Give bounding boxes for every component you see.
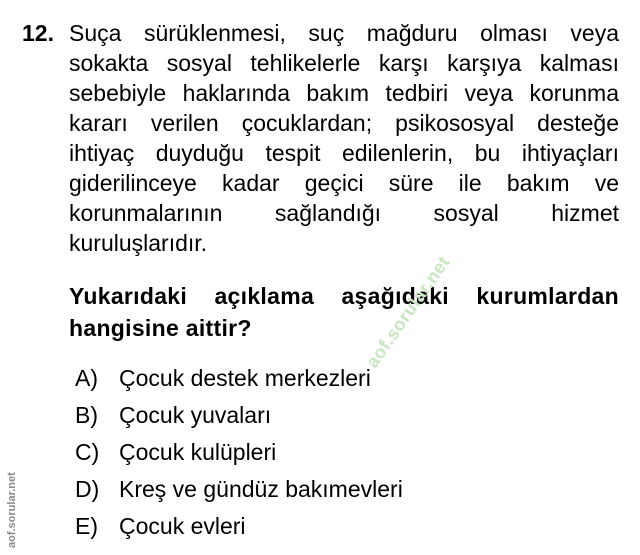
option-d[interactable]	[75, 471, 403, 508]
question-prompt	[69, 280, 619, 344]
question-stem	[69, 18, 619, 258]
option-letter: C)	[75, 439, 100, 465]
option-letter: E)	[75, 513, 98, 539]
option-text: Çocuk evleri	[119, 513, 246, 539]
stem-line: korunmalarının sağlandığı sosyal hizmet	[69, 200, 619, 226]
stem-line: sokakta sosyal tehlikelerle karşı karşıya kalması	[69, 50, 619, 76]
stem-line: kararı verilen çocuklardan; psikososyal desteğe	[69, 110, 619, 136]
option-a[interactable]	[75, 360, 403, 397]
answer-options	[75, 360, 403, 545]
stem-line: giderilinceye kadar geçici süre ile bakım ve	[69, 170, 619, 196]
watermark-side: aof.sorular.net	[6, 472, 18, 548]
option-letter: B)	[75, 402, 98, 428]
stem-line: ihtiyaç duyduğu tespit edilenlerin, bu ihtiyaçları	[69, 140, 619, 166]
option-text: Çocuk yuvaları	[119, 402, 272, 428]
option-c[interactable]	[75, 434, 403, 471]
prompt-line: Yukarıdaki açıklama aşağıdaki kurumlardan	[69, 283, 619, 309]
stem-line: kuruluşlarıdır.	[69, 230, 208, 256]
question-number: 12.	[22, 20, 54, 46]
option-text: Kreş ve gündüz bakımevleri	[119, 476, 403, 502]
watermark-diagonal: aof.sorular.net	[362, 252, 454, 372]
option-text: Çocuk destek merkezleri	[119, 365, 371, 391]
stem-line: Suça sürüklenmesi, suç mağduru olması veya	[69, 20, 619, 46]
option-letter: D)	[75, 476, 100, 502]
option-text: Çocuk kulüpleri	[119, 439, 277, 465]
prompt-line: hangisine aittir?	[69, 315, 252, 341]
option-b[interactable]	[75, 397, 403, 434]
option-letter: A)	[75, 365, 98, 391]
option-e[interactable]	[75, 508, 403, 545]
stem-line: sebebiyle haklarında bakım tedbiri veya korunma	[69, 80, 619, 106]
